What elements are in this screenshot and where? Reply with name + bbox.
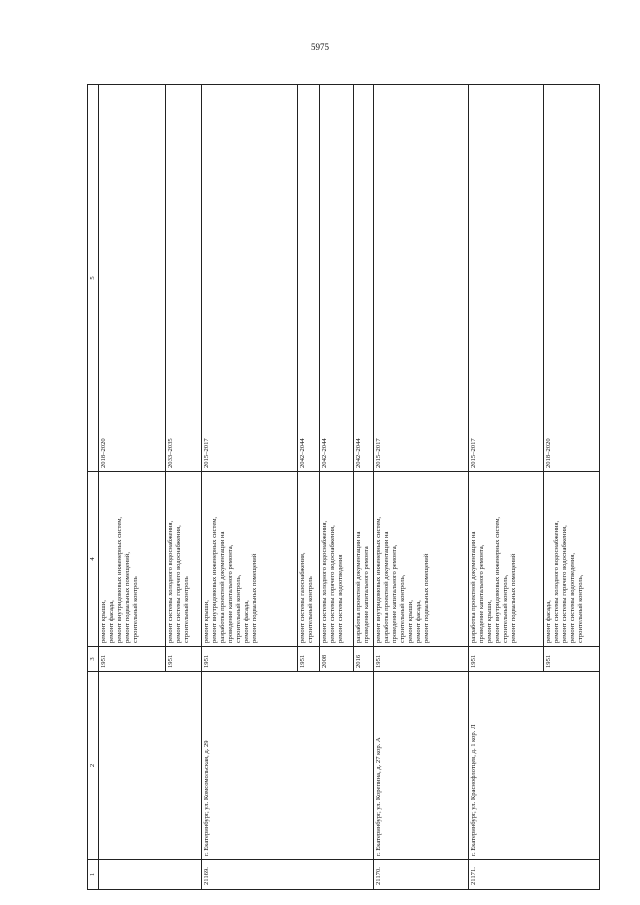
year-cell: 1951	[99, 647, 166, 672]
work-item: строительный контроль,	[235, 574, 242, 643]
work-item: ремонт системы водоотведения,	[568, 552, 576, 643]
entry-number-cell: 21171.	[468, 860, 599, 890]
work-item: ремонт крыши,	[486, 600, 493, 643]
table-row	[468, 85, 543, 890]
period-cell: 2018–2020	[99, 85, 166, 472]
work-item: ремонт системы холодного водоснабжения,	[320, 520, 328, 643]
work-item: ремонт фасада,	[415, 600, 423, 643]
rotated-table-container	[87, 85, 600, 890]
year-cell: 1951	[374, 647, 469, 672]
period-cell: 2015–2017	[374, 85, 469, 472]
period-cell: 2042–2044	[297, 85, 319, 472]
works-cell	[543, 472, 599, 647]
work-item: ремонт системы водоотведения	[336, 554, 344, 643]
period-cell: 2018–2020	[543, 85, 599, 472]
work-item: строительный контроль	[132, 576, 140, 643]
header-cell-5: 5	[88, 85, 99, 472]
work-item: проведение капитального ремонта,	[391, 544, 399, 643]
works-cell	[374, 472, 469, 647]
address-cell: г. Екатеринбург, ул. Комсомольская, д. 29	[201, 672, 373, 860]
works-cell	[99, 472, 166, 647]
entry-number-cell: 21170.	[374, 860, 469, 890]
header-cell-4: 4	[88, 472, 99, 647]
work-item: ремонт системы горячего водоснабжения,	[174, 525, 182, 643]
header-cell-1: 1	[88, 860, 99, 890]
period-cell: 2015–2017	[468, 85, 543, 472]
year-cell: 1951	[297, 647, 319, 672]
work-item: ремонт внутридомовых инженерных систем,	[375, 516, 383, 643]
work-item: ремонт внутридомовых инженерных систем,	[116, 516, 124, 643]
work-item: строительный контроль,	[399, 574, 407, 643]
work-item: проведение капитального ремонта	[363, 546, 371, 643]
work-item: строительный контроль	[182, 576, 190, 643]
work-item: ремонт системы холодного водоснабжения,	[552, 520, 560, 643]
header-row	[88, 85, 99, 890]
year-cell: 1951	[201, 647, 297, 672]
works-cell	[201, 472, 297, 647]
work-item: разработка проектной документации на	[383, 531, 391, 643]
capital-repair-table	[87, 84, 600, 890]
entry-number-cell: 21169.	[201, 860, 373, 890]
work-item: ремонт подвальных помещений	[251, 553, 259, 643]
work-item: ремонт крыши,	[407, 600, 415, 643]
work-item: ремонт подвальных помещений	[510, 553, 518, 643]
works-cell	[297, 472, 319, 647]
works-cell	[354, 472, 374, 647]
work-item: ремонт системы холодного водоснабжения,	[166, 520, 174, 643]
header-cell-2: 2	[88, 672, 99, 860]
address-cell: г. Екатеринбург, ул. Корепина, д. 27 кор. А	[374, 672, 469, 860]
work-item: проведение капитального ремонта,	[226, 544, 234, 643]
page-number: 5975	[311, 42, 329, 52]
work-item: ремонт системы горячего водоснабжения,	[560, 525, 568, 643]
work-item: разработка проектной документации на	[218, 531, 226, 643]
period-cell: 2042–2044	[319, 85, 353, 472]
year-cell: 2008	[319, 647, 353, 672]
work-item: ремонт системы газоснабжения,	[298, 552, 306, 643]
period-cell: 2015–2017	[201, 85, 297, 472]
work-item: ремонт внутридомовых инженерных систем,	[494, 516, 502, 643]
year-cell: 1951	[543, 647, 599, 672]
work-item: ремонт крыши,	[202, 600, 210, 643]
table-body	[88, 85, 600, 890]
work-item: ремонт фасада,	[544, 600, 552, 643]
work-item: ремонт фасада,	[108, 600, 116, 643]
works-cell	[165, 472, 201, 647]
work-item: ремонт внутридомовых инженерных систем,	[210, 516, 218, 643]
address-cell	[99, 672, 202, 860]
works-cell	[468, 472, 543, 647]
entry-number-cell	[99, 860, 202, 890]
work-item: строительный контроль,	[502, 574, 510, 643]
work-item: строительный контроль	[306, 576, 314, 643]
table-row	[374, 85, 469, 890]
period-cell: 2042–2044	[354, 85, 374, 472]
work-item: ремонт системы горячего водоснабжения,	[328, 525, 336, 643]
work-item: строительный контроль,	[576, 574, 584, 643]
year-cell: 1951	[165, 647, 201, 672]
work-item: разработка проектной документации на	[355, 531, 363, 643]
table-row	[99, 85, 166, 890]
header-cell-3: 3	[88, 647, 99, 672]
work-item: проведение капитального ремонта,	[477, 544, 485, 643]
address-cell: г. Екатеринбург, ул. Краснофлотцев, д. 1 кор. Л	[468, 672, 599, 860]
year-cell: 1951	[468, 647, 543, 672]
year-cell: 2016	[354, 647, 374, 672]
works-cell	[319, 472, 353, 647]
period-cell: 2033–2035	[165, 85, 201, 472]
table-row	[201, 85, 297, 890]
work-item: ремонт крыши,	[100, 600, 108, 643]
work-item: ремонт подвальных помещений	[423, 553, 431, 643]
work-item: ремонт подвальных помещений,	[124, 552, 132, 643]
work-item: ремонт фасада,	[243, 600, 251, 643]
work-item: разработка проектной документации на	[469, 531, 477, 643]
